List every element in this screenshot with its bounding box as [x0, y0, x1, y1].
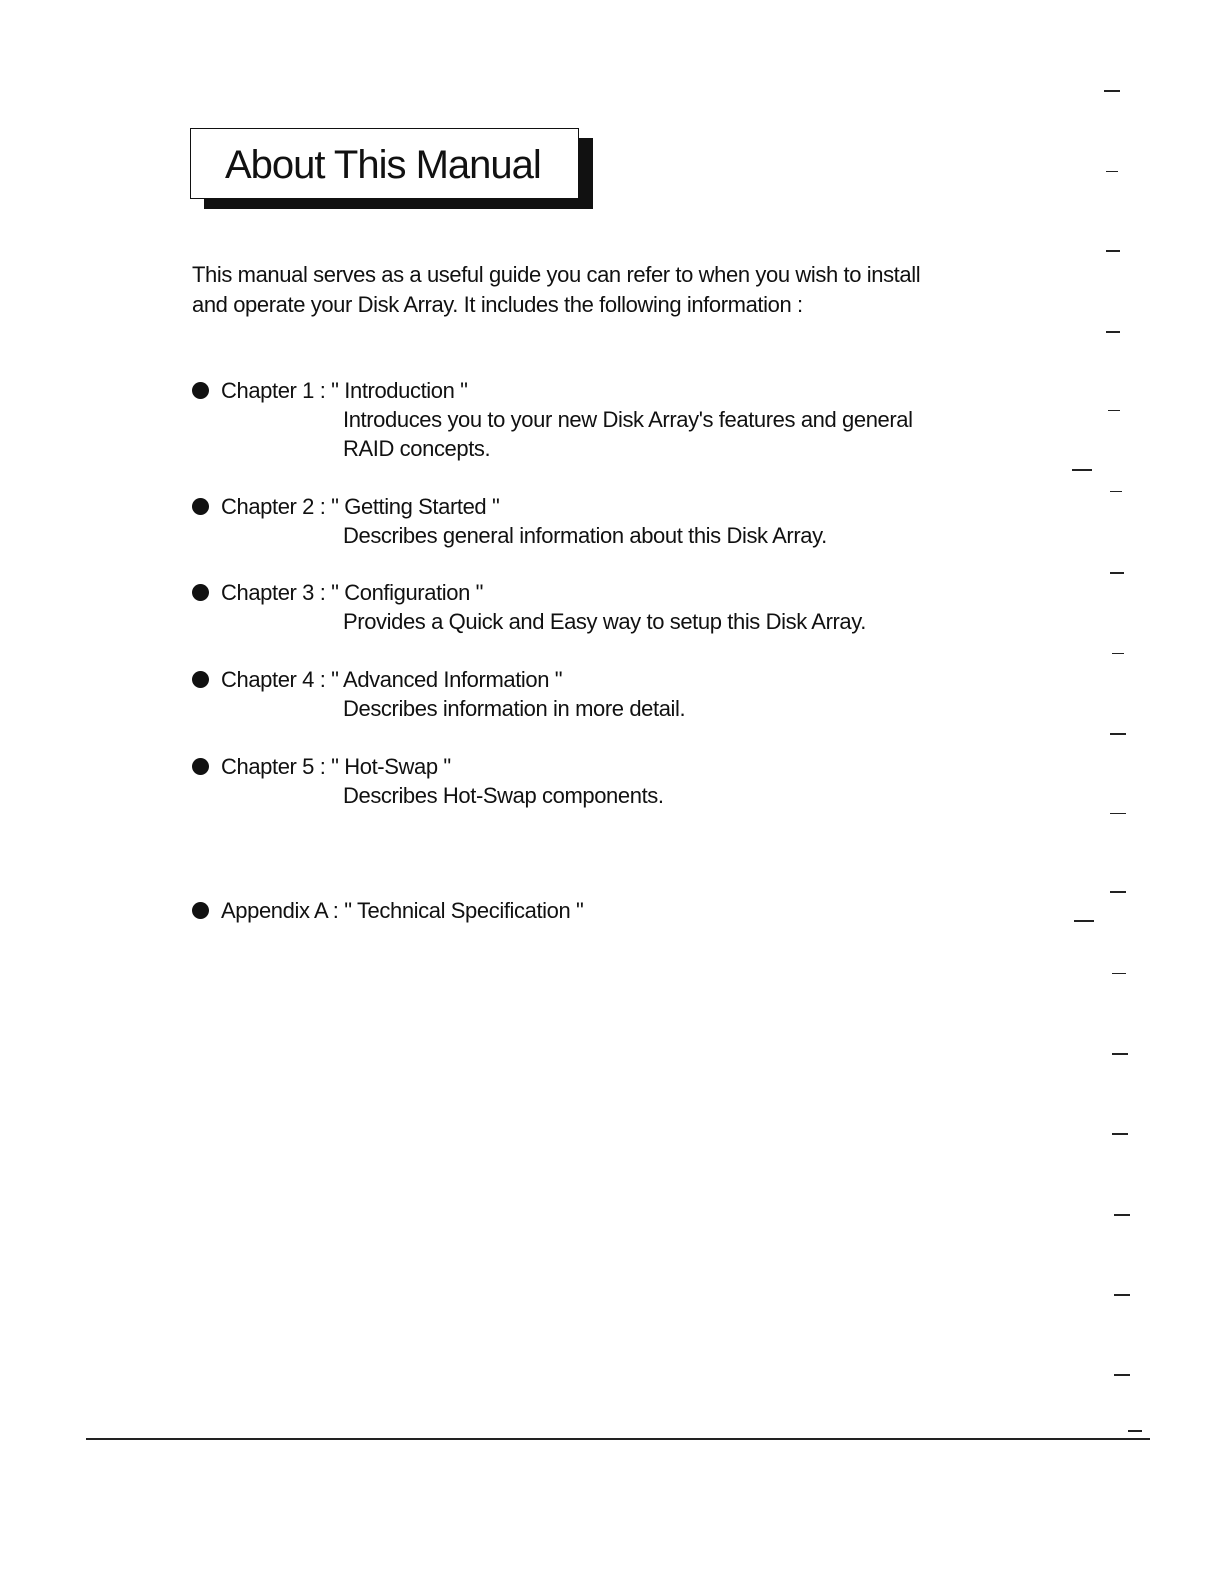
- intro-paragraph: This manual serves as a useful guide you can refer to when you wish to install and operate your Disk Array. It includes the following information :: [192, 262, 921, 317]
- chapter-description: Describes information in more detail.: [343, 696, 686, 721]
- bullet-icon: [192, 902, 209, 919]
- index-tick: [1110, 813, 1126, 814]
- chapter-heading: Chapter 4 : " Advanced Information ": [221, 667, 563, 692]
- index-tick: [1106, 331, 1120, 333]
- title-frame: [190, 128, 579, 199]
- index-tick: [1106, 250, 1120, 252]
- index-tick: [1104, 90, 1120, 92]
- index-tick: [1110, 733, 1126, 735]
- index-tick: [1114, 1374, 1130, 1376]
- bullet-icon: [192, 758, 209, 775]
- index-tick: [1128, 1430, 1142, 1432]
- index-tick: [1106, 171, 1118, 172]
- index-tick: [1074, 920, 1094, 922]
- chapter-description: Describes Hot-Swap components.: [343, 783, 664, 808]
- index-tick: [1112, 1053, 1128, 1055]
- bullet-icon: [192, 382, 209, 399]
- bullet-icon: [192, 584, 209, 601]
- index-tick: [1112, 653, 1124, 654]
- chapter-description: Provides a Quick and Easy way to setup this Disk Array.: [343, 609, 866, 634]
- index-tick: [1112, 973, 1126, 974]
- footer-divider: [86, 1438, 1150, 1440]
- index-tick: [1114, 1294, 1130, 1296]
- index-tick: [1072, 469, 1092, 471]
- page-title: About This Manual: [225, 143, 541, 187]
- index-tick: [1110, 891, 1126, 893]
- chapter-heading: Chapter 3 : " Configuration ": [221, 580, 484, 605]
- index-tick: [1110, 572, 1124, 574]
- chapter-heading: Chapter 1 : " Introduction ": [221, 378, 468, 403]
- chapter-heading: Chapter 2 : " Getting Started ": [221, 494, 500, 519]
- chapter-heading: Chapter 5 : " Hot-Swap ": [221, 754, 451, 779]
- page-title-box: [190, 128, 579, 199]
- index-tick: [1108, 410, 1120, 411]
- chapter-description: Introduces you to your new Disk Array's features and general RAID concepts.: [343, 407, 913, 461]
- chapter-description: Describes general information about this Disk Array.: [343, 523, 827, 548]
- index-tick: [1110, 491, 1122, 492]
- index-tick: [1112, 1133, 1128, 1135]
- index-tick: [1114, 1214, 1130, 1216]
- bullet-icon: [192, 671, 209, 688]
- chapter-heading: Appendix A : " Technical Specification ": [221, 898, 584, 923]
- bullet-icon: [192, 498, 209, 515]
